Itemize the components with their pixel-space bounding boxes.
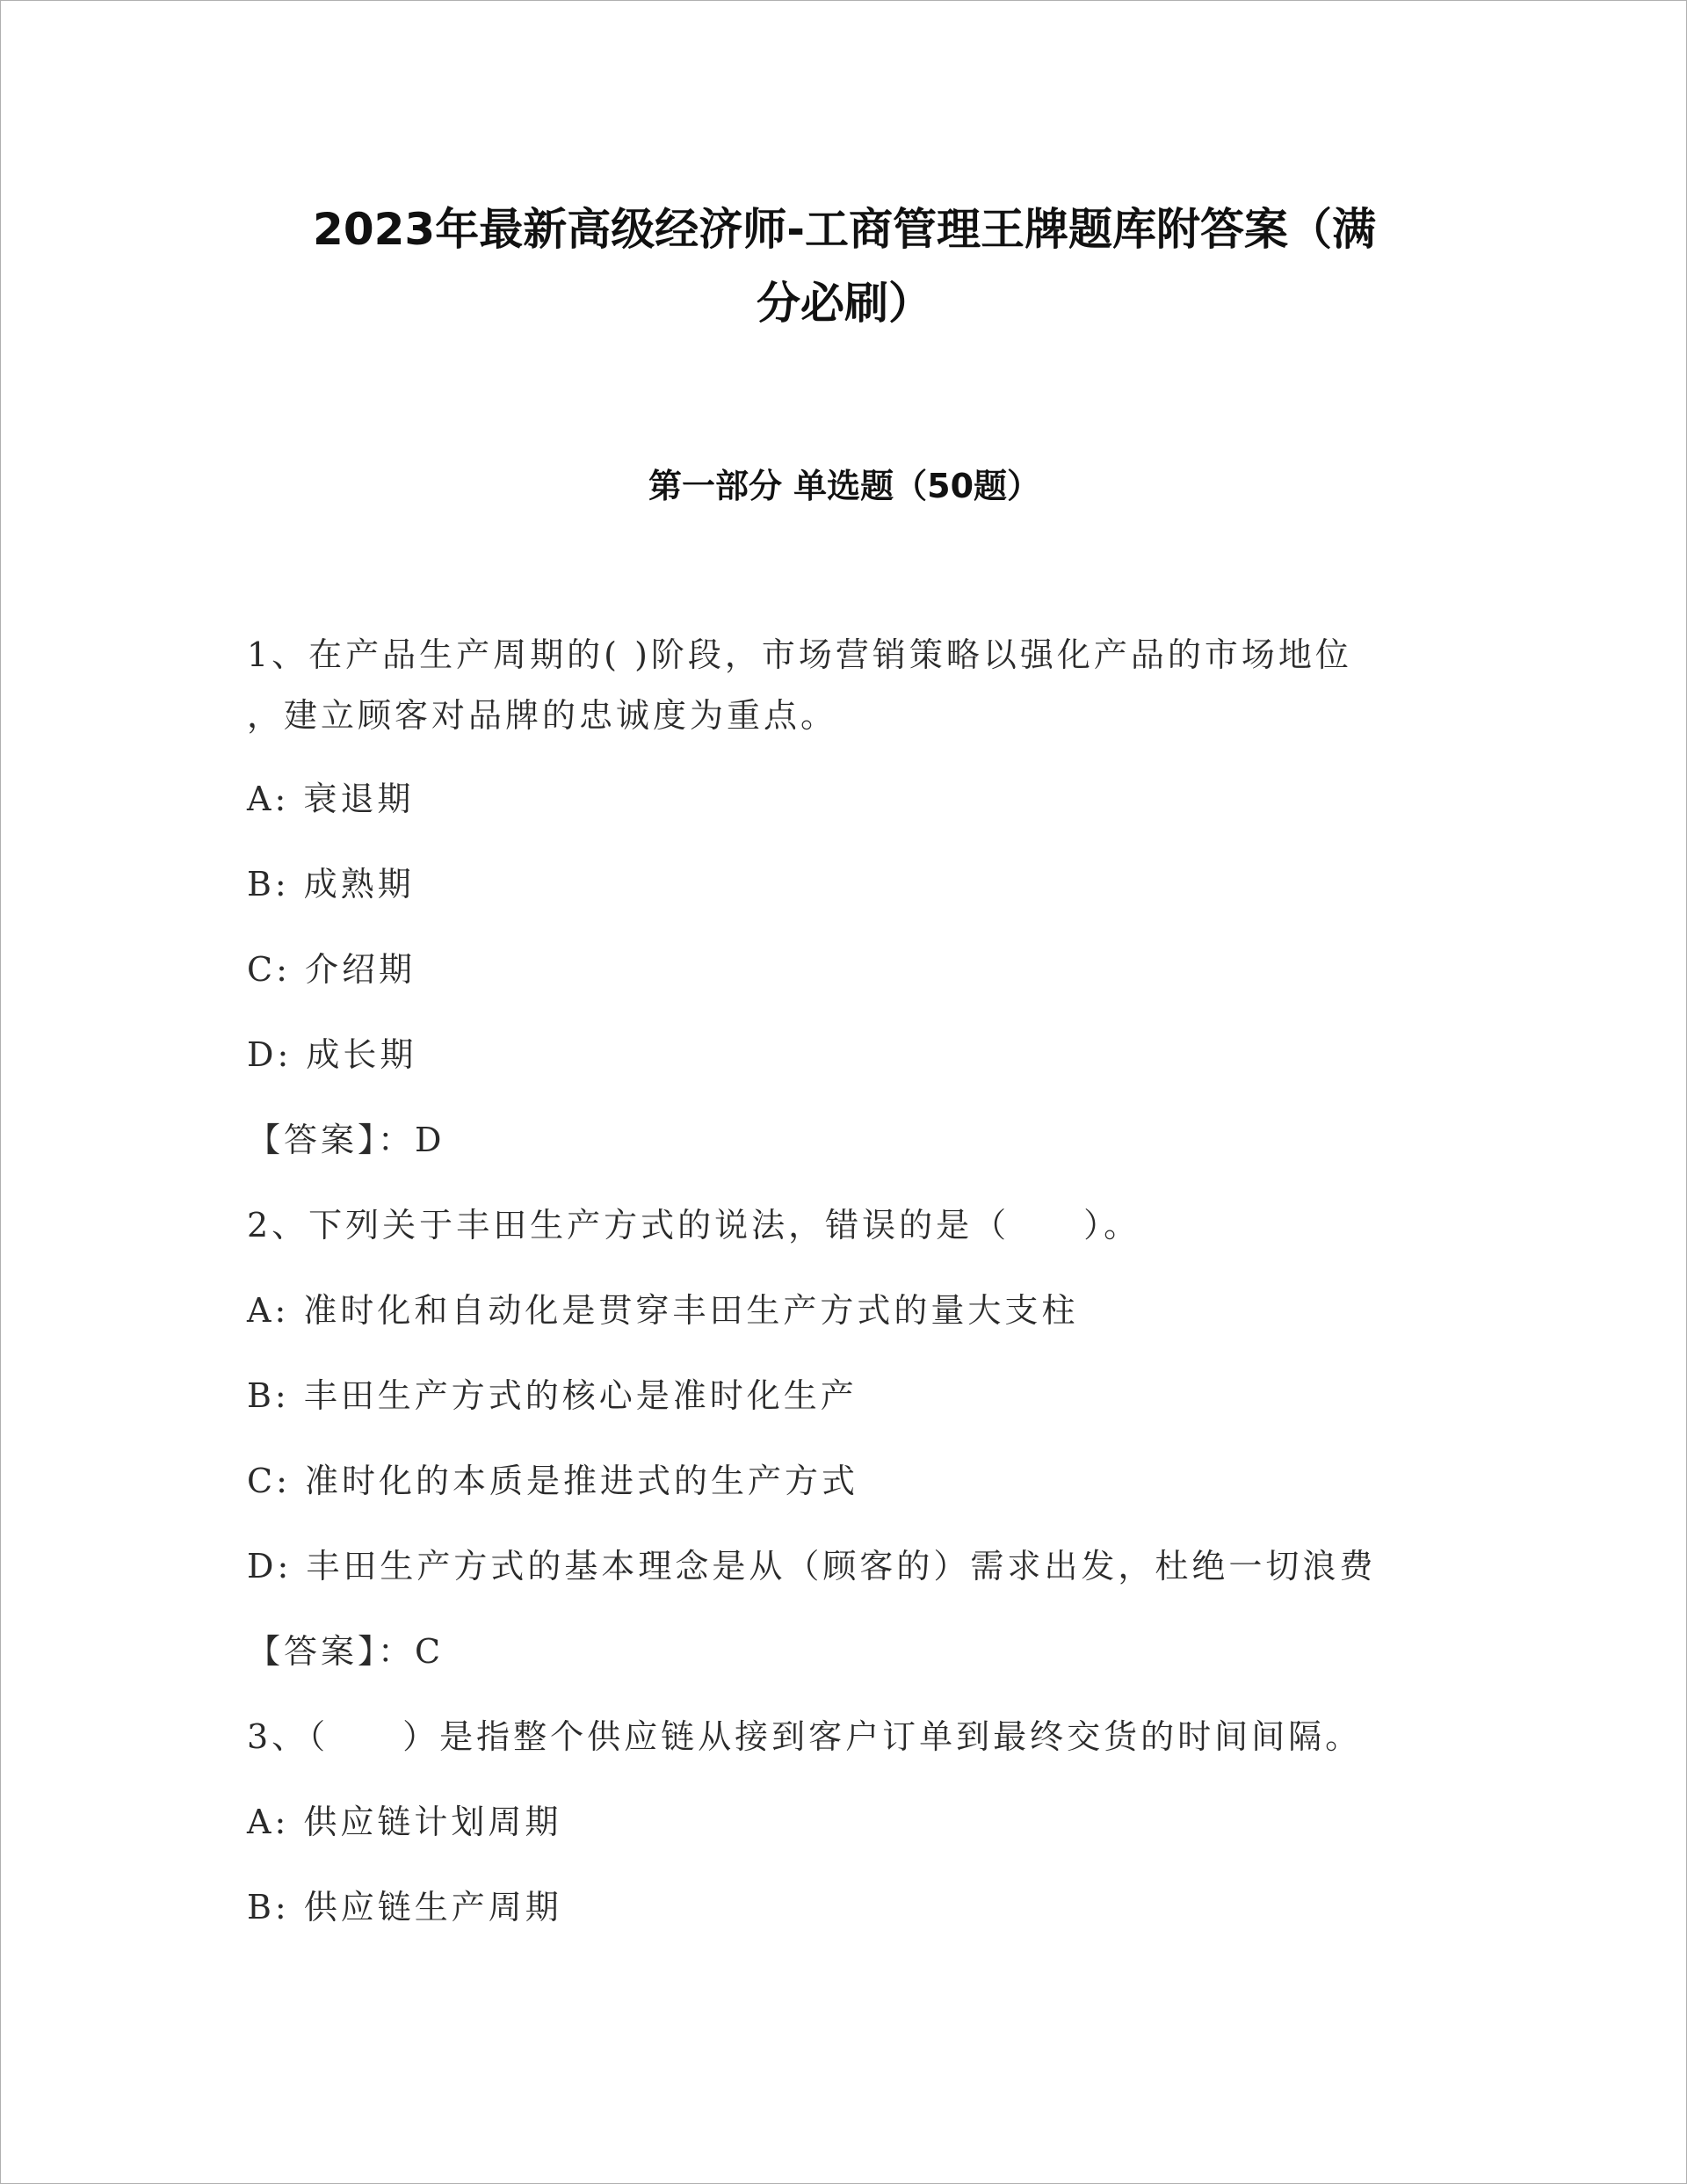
question-1-option-b: B: 成熟期 bbox=[247, 865, 415, 903]
title-line-2: 分必刷） bbox=[757, 278, 932, 329]
question-2-option-d: D: 丰田生产方式的基本理念是从（顾客的）需求出发，杜绝一切浪费 bbox=[247, 1547, 1377, 1585]
question-3-option-b: B: 供应链生产周期 bbox=[247, 1888, 562, 1926]
question-2-stem: 2、下列关于丰田生产方式的说法，错误的是（ ）。 bbox=[247, 1206, 1141, 1244]
title-line-1: 2023年最新高级经济师-工商管理王牌题库附答案（满 bbox=[313, 204, 1376, 255]
question-1-option-a: A: 衰退期 bbox=[247, 780, 415, 818]
question-2-option-c: C: 准时化的本质是推进式的生产方式 bbox=[247, 1462, 858, 1500]
question-1-stem-line-1: 1、在产品生产周期的( )阶段，市场营销策略以强化产品的市场地位 bbox=[247, 635, 1352, 674]
question-1-stem-line-2: ，建立顾客对品牌的忠诚度为重点。 bbox=[247, 696, 838, 735]
question-2-answer: 【答案】：C bbox=[247, 1632, 445, 1671]
question-1-option-c: C: 介绍期 bbox=[247, 950, 416, 989]
question-2-option-b: B: 丰田生产方式的核心是准时化生产 bbox=[247, 1376, 858, 1415]
document-title bbox=[247, 192, 1442, 340]
question-1-option-d: D: 成长期 bbox=[247, 1035, 417, 1074]
question-3-stem: 3、（ ）是指整个供应链从接到客户订单到最终交货的时间间隔。 bbox=[247, 1717, 1363, 1756]
question-3-option-a: A: 供应链计划周期 bbox=[247, 1803, 562, 1841]
question-2-option-a: A: 准时化和自动化是贯穿丰田生产方式的量大支柱 bbox=[247, 1291, 1079, 1330]
question-1-answer: 【答案】：D bbox=[247, 1121, 445, 1159]
section-title: 第一部分 单选题（50题） bbox=[648, 467, 1041, 505]
